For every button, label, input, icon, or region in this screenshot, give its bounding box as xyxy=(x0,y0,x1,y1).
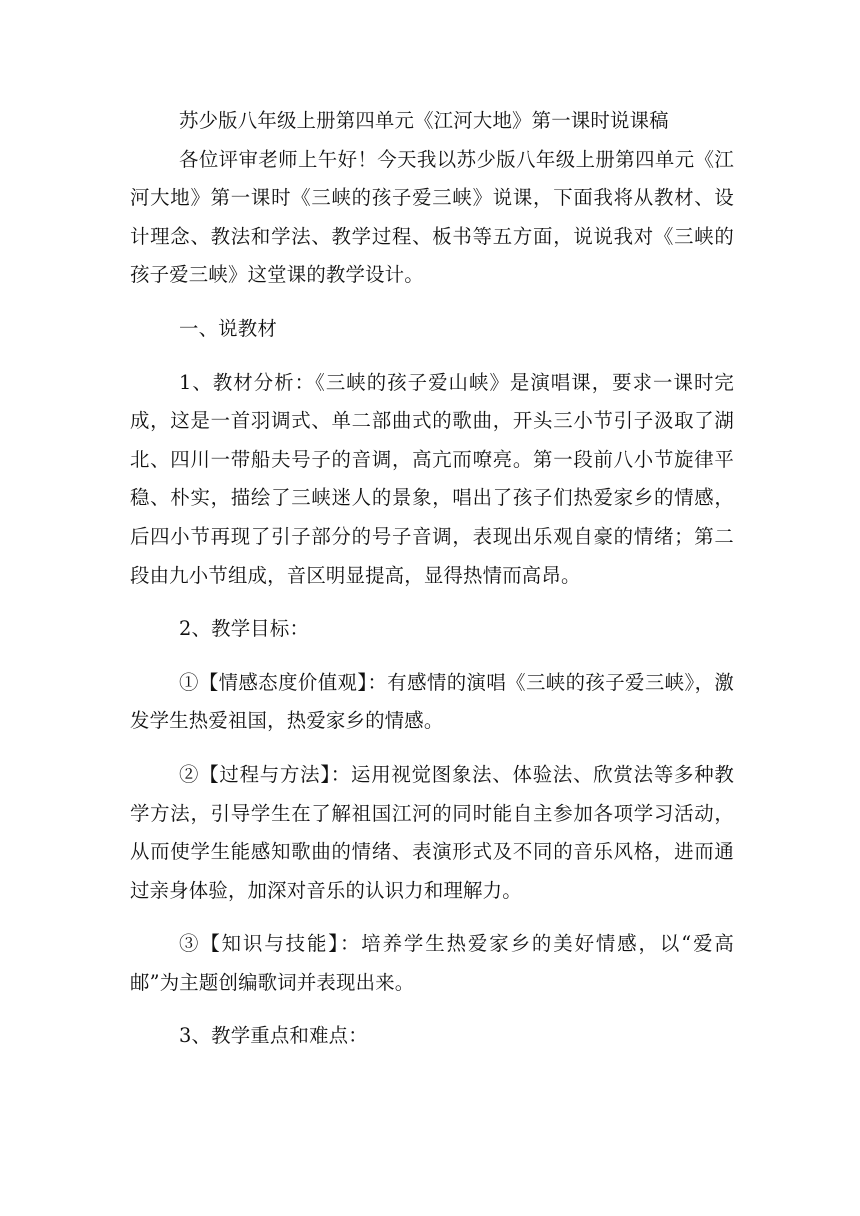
document-body xyxy=(130,102,734,1056)
teaching-goals-heading: 2、教学目标： xyxy=(179,617,310,641)
section-heading-textbook: 一、说教材 xyxy=(179,316,277,340)
key-difficult-points-heading: 3、教学重点和难点： xyxy=(179,1024,368,1048)
textbook-analysis-paragraph: 1、教材分析：《三峡的孩子爱山峡》是演唱课，要求一课时完成，这是一首羽调式、单二部曲式的歌曲，开头三小节引子汲取了湖北、四川一带船夫号子的音调，高亢而嘹亮。第一段前八小节旋律平稳、朴实，描绘了三峡迷人的景象，唱出了孩子们热爱家乡的情感，后四小节再现了引子部分的号子音调，表现出乐观自豪的情绪；第二段由九小节组成，音区明显提高，显得热情而高昂。 xyxy=(130,370,734,587)
goal-emotion-paragraph: ①【情感态度价值观】：有感情的演唱《三峡的孩子爱三峡》，激发学生热爱祖国，热爱家乡的情感。 xyxy=(130,670,734,733)
goal-process-paragraph: ②【过程与方法】：运用视觉图象法、体验法、欣赏法等多种教学方法，引导学生在了解祖国江河的同时能自主参加各项学习活动，从而使学生能感知歌曲的情绪、表演形式及不同的音乐风格，进而通过亲身体验，加深对音乐的认识力和理解力。 xyxy=(130,762,734,902)
intro-paragraph: 各位评审老师上午好！今天我以苏少版八年级上册第四单元《江河大地》第一课时《三峡的孩子爱三峡》说课，下面我将从教材、设计理念、教法和学法、教学过程、板书等五方面，说说我对《三峡的孩子爱三峡》这堂课的教学设计。 xyxy=(130,147,734,287)
document-title: 苏少版八年级上册第四单元《江河大地》第一课时说课稿 xyxy=(179,109,669,132)
goal-knowledge-paragraph: ③【知识与技能】：培养学生热爱家乡的美好情感，以“爱高邮”为主题创编歌词并表现出来。 xyxy=(130,932,734,994)
